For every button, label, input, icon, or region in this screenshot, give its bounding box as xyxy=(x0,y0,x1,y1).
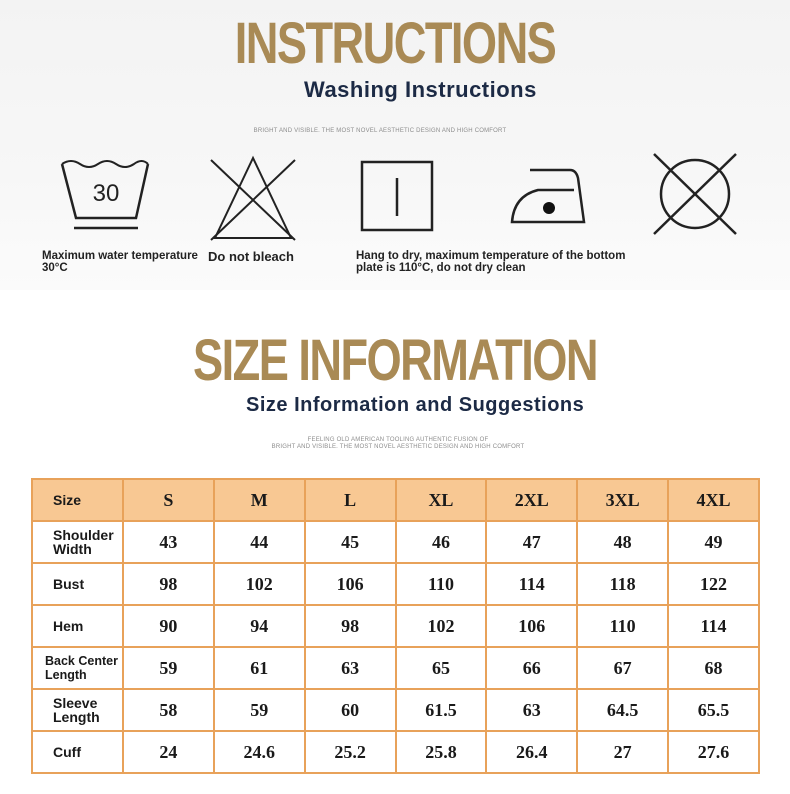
row-label: Sleeve Length xyxy=(32,689,123,731)
row-label: Shoulder Width xyxy=(32,521,123,563)
size-information-heading: SIZE INFORMATION xyxy=(193,328,597,393)
table-cell: 65.5 xyxy=(668,689,759,731)
do-not-dry-clean-icon xyxy=(650,150,740,243)
table-row xyxy=(32,605,759,647)
table-cell: 94 xyxy=(214,605,305,647)
wash-temperature: 30 xyxy=(92,180,120,207)
size-information-subtitle: Size Information and Suggestions xyxy=(246,394,585,416)
row-label: Hem xyxy=(32,605,123,647)
wash-temperature-label: Maximum water temperature 30°C xyxy=(42,250,198,274)
table-cell: 24 xyxy=(123,731,214,773)
table-cell: 102 xyxy=(396,605,487,647)
table-cell: 106 xyxy=(486,605,577,647)
do-not-bleach-label: Do not bleach xyxy=(208,249,294,264)
table-cell: 49 xyxy=(668,521,759,563)
header-cell: L xyxy=(305,479,396,521)
do-not-bleach-icon xyxy=(205,152,301,249)
table-cell: 61 xyxy=(214,647,305,689)
table-cell: 66 xyxy=(486,647,577,689)
header-cell: Size xyxy=(32,479,123,521)
table-cell: 64.5 xyxy=(577,689,668,731)
table-cell: 118 xyxy=(577,563,668,605)
table-cell: 60 xyxy=(305,689,396,731)
table-cell: 102 xyxy=(214,563,305,605)
table-cell: 98 xyxy=(123,563,214,605)
washing-instructions-subtitle: Washing Instructions xyxy=(304,77,537,102)
table-cell: 43 xyxy=(123,521,214,563)
fine-print: BRIGHT AND VISIBLE. THE MOST NOVEL AESTHETIC DESIGN AND HIGH COMFORT xyxy=(271,444,525,450)
size-table xyxy=(31,478,760,774)
table-cell: 27.6 xyxy=(668,731,759,773)
table-cell: 47 xyxy=(486,521,577,563)
header-cell: S xyxy=(123,479,214,521)
table-cell: 63 xyxy=(305,647,396,689)
fine-print: FEELING OLD AMERICAN TOOLING AUTHENTIC FUSION OF xyxy=(307,437,489,443)
table-cell: 90 xyxy=(123,605,214,647)
table-row xyxy=(32,731,759,773)
table-row xyxy=(32,521,759,563)
table-cell: 45 xyxy=(305,521,396,563)
header-cell: 2XL xyxy=(486,479,577,521)
table-row xyxy=(32,563,759,605)
table-cell: 114 xyxy=(486,563,577,605)
row-label: Back Center Length xyxy=(32,647,123,689)
table-cell: 122 xyxy=(668,563,759,605)
header-cell: 3XL xyxy=(577,479,668,521)
wash-30-icon xyxy=(58,156,154,241)
table-cell: 106 xyxy=(305,563,396,605)
table-cell: 67 xyxy=(577,647,668,689)
hang-dry-icon xyxy=(360,160,434,237)
table-cell: 68 xyxy=(668,647,759,689)
header-cell: M xyxy=(214,479,305,521)
table-cell: 46 xyxy=(396,521,487,563)
table-cell: 44 xyxy=(214,521,305,563)
table-cell: 26.4 xyxy=(486,731,577,773)
table-row xyxy=(32,689,759,731)
header-cell: 4XL xyxy=(668,479,759,521)
table-cell: 61.5 xyxy=(396,689,487,731)
instructions-heading: INSTRUCTIONS xyxy=(234,11,556,76)
table-cell: 63 xyxy=(486,689,577,731)
table-cell: 24.6 xyxy=(214,731,305,773)
table-cell: 59 xyxy=(123,647,214,689)
table-cell: 110 xyxy=(577,605,668,647)
table-header-row xyxy=(32,479,759,521)
header-cell: XL xyxy=(396,479,487,521)
table-row xyxy=(32,647,759,689)
table-cell: 48 xyxy=(577,521,668,563)
table-cell: 59 xyxy=(214,689,305,731)
table-cell: 98 xyxy=(305,605,396,647)
table-cell: 110 xyxy=(396,563,487,605)
table-cell: 25.2 xyxy=(305,731,396,773)
table-cell: 25.8 xyxy=(396,731,487,773)
table-cell: 58 xyxy=(123,689,214,731)
table-cell: 27 xyxy=(577,731,668,773)
row-label: Bust xyxy=(32,563,123,605)
row-label: Cuff xyxy=(32,731,123,773)
table-cell: 65 xyxy=(396,647,487,689)
hang-dry-label: Hang to dry, maximum temperature of the bottom plate is 110°C, do not dry clean xyxy=(356,250,626,274)
fine-print: BRIGHT AND VISIBLE. THE MOST NOVEL AESTHETIC DESIGN AND HIGH COMFORT xyxy=(253,128,507,134)
iron-low-icon xyxy=(508,160,588,231)
table-cell: 114 xyxy=(668,605,759,647)
